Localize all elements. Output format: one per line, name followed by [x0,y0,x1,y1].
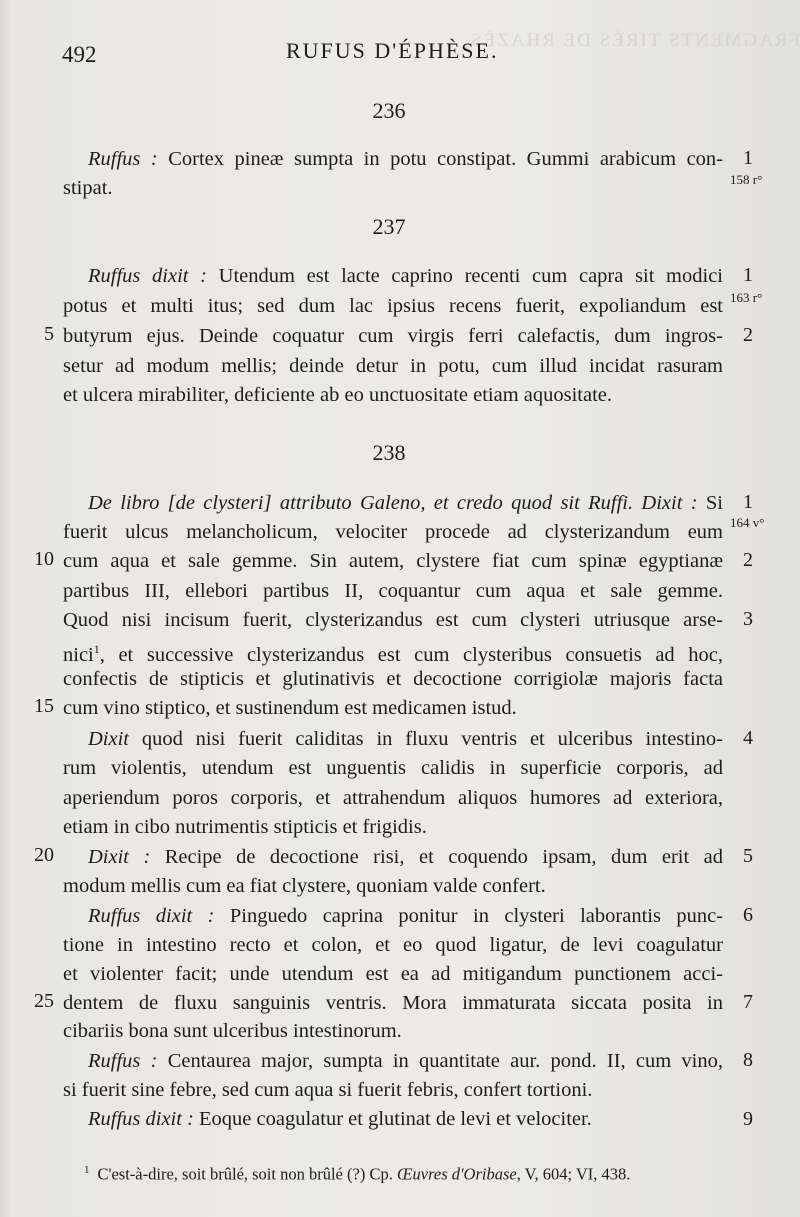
text-line [88,262,723,291]
paragraph-number: 2 [743,324,753,346]
line-number: 20 [34,844,54,866]
text-line [88,1047,723,1076]
footnote-text: , V, 604; VI, 438. [516,1164,631,1184]
line-text: Utendum est lacte caprino recenti cum capra sit modici [207,265,723,287]
line-number: 25 [34,990,54,1012]
text-line: potus et multi itus; sed dum lac ipsius recens fuerit, expoliandum est [63,295,723,317]
text-line: setur ad modum mellis; deinde detur in potu, cum illud incidat rasuram [63,355,723,377]
footnote-text: C'est-à-dire, soit brûlé, soit non brûlé (?) Cp. [97,1164,397,1184]
text-line: confectis de stipticis et glutinativis et decoctione corrigiolæ majoris facta [63,668,723,690]
line-text: Si [697,492,723,514]
text-line: tione in intestino recto et colon, et eo quod ligatur, de levi coagulatur [63,934,723,956]
folio-reference [730,290,762,306]
running-title: RUFUS D'ÉPHÈSE. [286,38,499,63]
text-line: Quod nisi incisum fuerit, clysterizandus est cum clysteri utriusque arse- [63,609,723,631]
folio-number: 158 [730,172,750,187]
text-line: cibariis bona sunt ulceribus intestinorum. [63,1020,402,1042]
paragraph-number: 4 [743,727,753,749]
section-number-238: 238 [372,440,406,465]
text-line [88,489,723,518]
section-number-237: 237 [372,214,406,239]
paragraph-number: 1 [743,264,753,286]
footnote [84,1164,630,1185]
text-line [88,725,723,754]
paragraph-number: 1 [743,147,753,169]
folio-side: r° [752,172,763,187]
line-number: 5 [44,323,54,345]
text-line: et violenter facit; unde utendum est ea ad mitigandum punctionem acci- [63,963,723,985]
text-line: si fuerit sine febre, sed cum aqua si fuerit febris, confert tortioni. [63,1079,593,1101]
page-header [0,30,800,70]
footnote-marker: 1 [93,642,100,656]
line-text: quod nisi fuerit caliditas in fluxu ventris et ulceribus intestino- [129,728,723,750]
section-number-236: 236 [372,98,406,123]
text-line [88,145,723,174]
footnote-work-title: Œuvres d'Oribase [396,1164,517,1184]
bleed-through-text: FRAGMENTS TIRÉS DE RHAZÈS. [462,30,800,51]
author-name: Ruffus dixit : [88,905,215,927]
text-line: modum mellis cum ea fiat clystere, quoniam valde confert. [63,875,546,897]
paragraph-number: 8 [743,1049,753,1071]
paragraph-number: 2 [743,549,753,571]
line-text: Eoque coagulatur et glutinat de levi et velociter. [193,1108,592,1130]
author-name: Ruffus : [88,148,158,170]
folio-number: 163 [730,290,750,305]
folio-side: r° [752,290,763,305]
text-line [88,902,723,931]
text-line: et ulcera mirabiliter, deficiente ab eo unctuositate etiam aquositate. [63,384,613,406]
folio-reference [730,172,762,188]
source-title: De libro [de clysteri] attributo Galeno, et credo quod sit Ruffi. Dixit : [88,492,698,514]
line-text: Centaurea major, sumpta in quantitate aur. pond. II, cum vino, [157,1050,723,1072]
text-line: etiam in cibo nutrimentis stipticis et frigidis. [63,816,427,838]
text-line: butyrum ejus. Deinde coquatur cum virgis ferri calefactis, dum ingros- [63,325,723,347]
author-name: Ruffus dixit : [88,265,207,287]
text-line: cum vino stiptico, et sustinendum est medicamen istud. [63,697,517,719]
page-number: 492 [62,42,97,67]
paragraph-number: 7 [743,991,753,1013]
paragraph-number: 5 [743,845,753,867]
paragraph-number: 3 [743,608,753,630]
paragraph-number: 6 [743,904,753,926]
text-line: cum aqua et sale gemme. Sin autem, clystere fiat cum spinæ egyptianæ [63,550,723,572]
author-name: Ruffus : [88,1050,158,1072]
text-line [88,1105,723,1134]
folio-number: 164 [730,515,750,530]
text-line: fuerit ulcus melancholicum, velociter procede ad clysterizandum eum [63,521,723,543]
line-text: Recipe de decoctione risi, et coquendo ipsam, dum erit ad [150,846,723,868]
text-line: dentem de fluxu sanguinis ventris. Mora immaturata siccata posita in [63,992,723,1014]
paragraph-number: 1 [743,491,753,513]
text-line: rum violentis, utendum est unguentis calidis in superficie corporis, ad [63,757,723,779]
folio-side: v° [752,515,765,530]
line-number: 10 [34,548,54,570]
folio-reference [730,515,764,531]
text-line: aperiendum poros corporis, et attrahendum aliquos humores ad exteriora, [63,787,723,809]
text-line [88,843,723,872]
footnote-mark: 1 [84,1164,90,1176]
author-name: Dixit [88,728,129,750]
line-text: Pinguedo caprina ponitur in clysteri laborantis punc- [214,905,724,927]
text-line: stipat. [63,177,113,199]
author-name: Ruffus dixit : [88,1108,194,1130]
paragraph-number: 9 [743,1108,753,1130]
line-number: 15 [34,695,54,717]
author-name: Dixit : [88,846,151,868]
line-text: , et successive clysterizandus est cum clysteribus consuetis ad hoc, [99,643,723,666]
text-line: partibus III, ellebori partibus II, coquantur cum aqua et sale gemme. [63,580,723,602]
line-text: Cortex pineæ sumpta in potu constipat. Gummi arabicum con- [157,148,724,170]
line-text: nici [63,643,94,666]
